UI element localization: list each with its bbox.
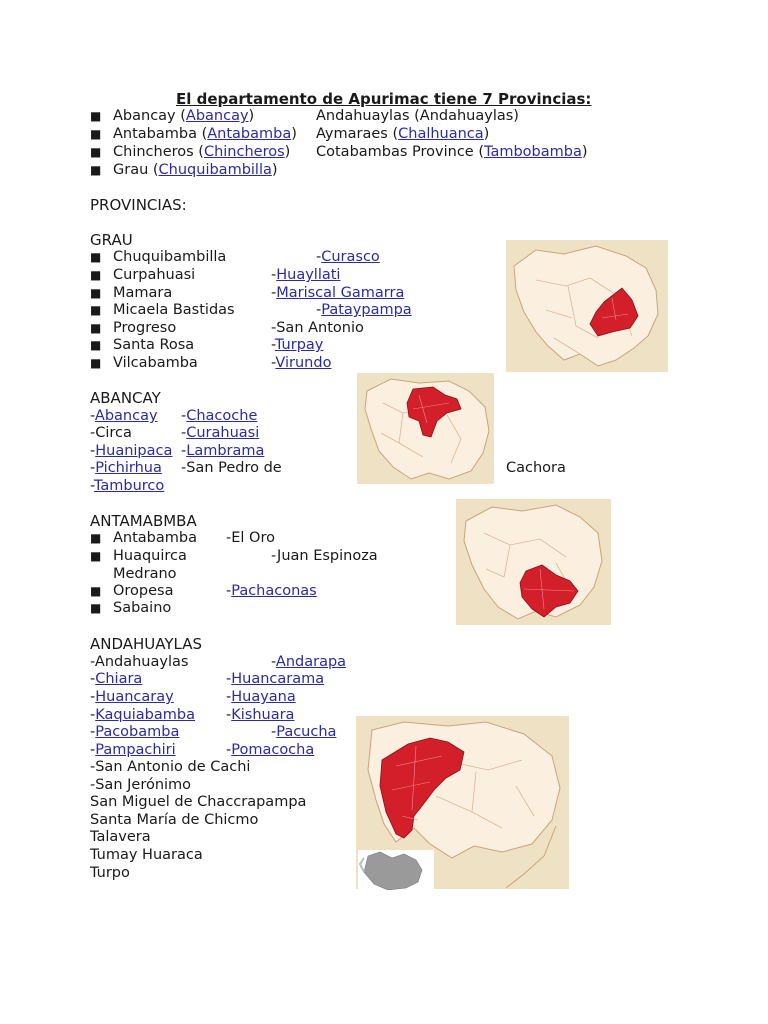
provincias-heading: PROVINCIAS: [90,196,187,214]
andahuaylas-district: -Andarapa [271,654,347,670]
andahuaylas-heading: ANDAHUAYLAS [90,635,203,653]
province-item-aymaraes: Aymaraes (Chalhuanca) [316,126,490,142]
antabamba-district: ■ Antabamba [113,529,197,547]
link-chuquibambilla[interactable]: Chuquibambilla [158,162,272,178]
abancay-location-map [357,373,494,484]
link-turpay[interactable]: Turpay [274,337,324,353]
province-item-cotabambas: Cotabambas Province (Tambobamba) [316,144,588,160]
andahuaylas-district: San Miguel de Chaccrapampa [90,794,307,810]
andahuaylas-district: -Huancarama [226,671,325,687]
antabamba-district: ■ Sabaino [113,599,171,617]
grau-district: ■ Santa Rosa [113,336,194,354]
andahuaylas-district: Turpo [90,865,130,881]
abancay-district: -Chacoche [181,408,258,424]
province-item-grau: ■ Grau (Chuquibambilla) [113,161,278,179]
link-huancarama[interactable]: Huancarama [231,671,325,687]
link-abancay-district[interactable]: Abancay [94,408,158,424]
andahuaylas-district: Talavera [90,829,151,845]
andahuaylas-district: Tumay Huaraca [90,847,203,863]
province-item-antabamba: ■ Antabamba (Antabamba) [113,125,297,143]
link-huanipaca[interactable]: Huanipaca [95,443,173,459]
abancay-district: -San Pedro de [181,460,282,476]
link-andarapa[interactable]: Andarapa [275,654,347,670]
grau-district-right: -Turpay [271,337,324,353]
andahuaylas-district: -Kaquiabamba [90,707,195,723]
grau-district: ■ Chuquibambilla [113,248,226,266]
grau-district-right: -Mariscal Gamarra [271,285,405,301]
link-pacobamba[interactable]: Pacobamba [95,724,180,740]
grau-district: ■ Progreso [113,319,176,337]
abancay-district: -Pichirhua [90,460,162,476]
abancay-district-cachora: Cachora [506,460,566,476]
abancay-heading: ABANCAY [90,389,161,407]
antabamba-location-map [456,499,611,625]
link-tambobamba[interactable]: Tambobamba [484,144,582,160]
abancay-district: -Lambrama [181,443,265,459]
grau-district-right: -Curasco [316,249,380,265]
grau-location-map [506,240,668,372]
andahuaylas-district: -Andahuaylas [90,654,189,670]
grau-district-right: -Huayllati [271,267,341,283]
link-chincheros[interactable]: Chincheros [203,144,285,160]
andahuaylas-district: Santa María de Chicmo [90,812,259,828]
antabamba-district: ■ Huaquirca [113,547,187,565]
province-item-chincheros: ■ Chincheros (Chincheros) [113,143,290,161]
link-kishuara[interactable]: Kishuara [231,707,295,723]
abancay-district: -Abancay [90,408,158,424]
link-chiara[interactable]: Chiara [95,671,143,687]
link-curahuasi[interactable]: Curahuasi [186,425,260,441]
link-lambrama[interactable]: Lambrama [186,443,265,459]
andahuaylas-district: -Pacucha [271,724,337,740]
link-pomacocha[interactable]: Pomacocha [231,742,315,758]
grau-heading: GRAU [90,231,133,249]
link-tamburco[interactable]: Tamburco [93,478,165,494]
link-chalhuanca[interactable]: Chalhuanca [398,126,484,142]
link-kaquiabamba[interactable]: Kaquiabamba [95,707,195,723]
andahuaylas-district: -Pacobamba [90,724,180,740]
link-pataypampa[interactable]: Pataypampa [321,302,412,318]
link-pampachiri[interactable]: Pampachiri [95,742,176,758]
antabamba-heading: ANTAMABMBA [90,512,197,530]
andahuaylas-district: -Pomacocha [226,742,315,758]
link-antabamba[interactable]: Antabamba [207,126,292,142]
andahuaylas-district: -San Jerónimo [90,777,192,793]
andahuaylas-district: -Huancaray [90,689,174,705]
link-virundo[interactable]: Virundo [275,355,332,371]
antabamba-district: -El Oro [226,530,275,546]
link-huayllati[interactable]: Huayllati [276,267,341,283]
grau-district: ■ Micaela Bastidas [113,301,235,319]
link-pachaconas[interactable]: Pachaconas [231,583,317,599]
link-abancay[interactable]: Abancay [185,108,249,124]
andahuaylas-district: -Huayana [226,689,296,705]
link-huayana[interactable]: Huayana [231,689,296,705]
andahuaylas-district: -Chiara [90,671,143,687]
andahuaylas-district: -Pampachiri [90,742,176,758]
link-curasco[interactable]: Curasco [321,249,380,265]
link-pacucha[interactable]: Pacucha [276,724,337,740]
grau-district-right: -San Antonio [271,320,364,336]
antabamba-district: -Pachaconas [226,583,317,599]
link-chacoche[interactable]: Chacoche [186,408,258,424]
andahuaylas-district: -San Antonio de Cachi [90,759,251,775]
abancay-district: -Curahuasi [181,425,260,441]
antabamba-district: -Juan Espinoza [271,548,378,564]
link-pichirhua[interactable]: Pichirhua [95,460,162,476]
grau-district: ■ Curpahuasi [113,266,195,284]
abancay-district: -Circa [90,425,132,441]
andahuaylas-district: -Kishuara [226,707,295,723]
antabamba-district: ■ Oropesa [113,582,174,600]
province-item-abancay: ■ Abancay (Abancay) [113,107,254,125]
page-title: El departamento de Apurimac tiene 7 Provincias: [176,90,592,108]
province-item-andahuaylas: Andahuaylas (Andahuaylas) [316,108,519,124]
link-huancaray[interactable]: Huancaray [95,689,174,705]
grau-district-right: -Virundo [271,355,332,371]
antabamba-district: Medrano [113,566,177,582]
abancay-district: -Huanipaca [90,443,173,459]
link-mariscal-gamarra[interactable]: Mariscal Gamarra [276,285,405,301]
peru-inset-map [358,850,434,890]
abancay-district: -Tamburco [90,478,165,494]
grau-district: ■ Mamara [113,284,172,302]
grau-district-right: -Pataypampa [316,302,412,318]
grau-district: ■ Vilcabamba [113,354,198,372]
